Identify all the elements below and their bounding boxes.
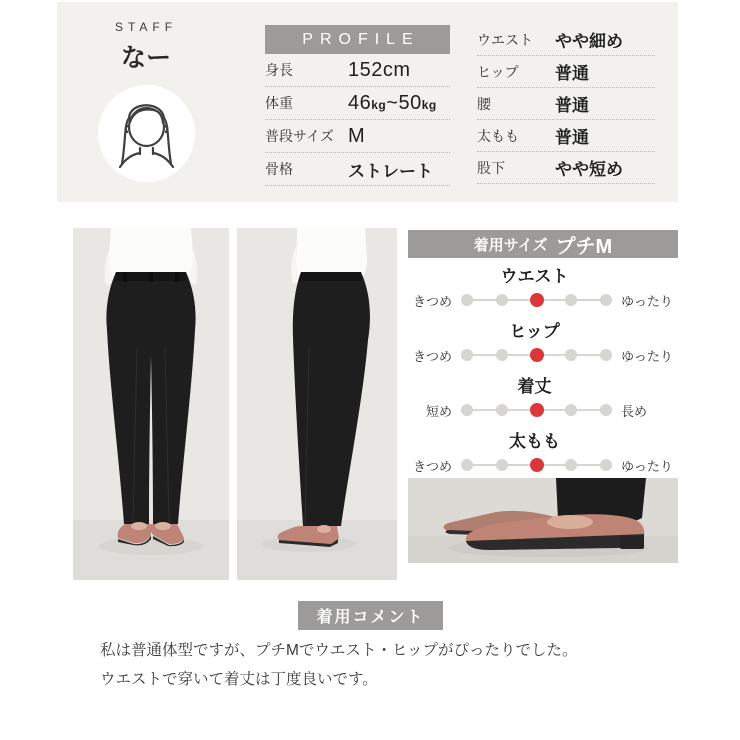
body-measurements-table <box>477 24 655 184</box>
scale-track <box>460 455 613 475</box>
staff-avatar <box>98 85 195 182</box>
staff-label: STAFF <box>114 20 178 34</box>
scale-right-label: ゆったり <box>621 293 673 309</box>
table-row <box>477 120 655 152</box>
tryon-photo-side <box>237 228 397 580</box>
scale-dot <box>600 349 612 361</box>
scale-dot <box>565 404 577 416</box>
fit-scale-4 <box>408 427 678 481</box>
scale-left-label: きつめ <box>412 348 452 364</box>
profile-title: PROFILE <box>302 30 420 48</box>
fit-size-title: 着用サイズ <box>473 236 548 254</box>
row-value: やや細め <box>555 32 623 51</box>
comment-line: ウエストで穿いて着丈は丁度良いです。 <box>100 671 378 688</box>
tryon-photo-feet <box>408 478 678 563</box>
comment-text <box>100 636 660 694</box>
table-row <box>265 120 450 153</box>
row-label: 股下 <box>477 159 505 176</box>
scale-title: ウエスト <box>500 267 569 286</box>
table-row <box>477 88 655 120</box>
row-value: 46kg~50kg <box>348 91 437 114</box>
scale-track <box>460 345 613 365</box>
table-row <box>477 56 655 88</box>
scale-dot-active <box>530 293 544 307</box>
scale-track <box>460 400 613 420</box>
scale-title: 太もも <box>509 432 560 451</box>
scale-right-label: ゆったり <box>621 458 673 474</box>
scale-dot <box>600 404 612 416</box>
scale-dot <box>565 294 577 306</box>
scale-title: 着丈 <box>517 377 552 396</box>
scale-dot-active <box>530 403 544 417</box>
comment-line: 私は普通体型ですが、プチMでウエスト・ヒップがぴったりでした。 <box>100 642 578 659</box>
row-label: 太もも <box>477 127 519 144</box>
row-label: 骨格 <box>265 161 293 177</box>
scale-dot <box>600 459 612 471</box>
scale-track <box>460 290 613 310</box>
profile-table <box>265 54 450 186</box>
row-value: ストレート <box>348 161 433 181</box>
scale-right-label: ゆったり <box>621 348 673 364</box>
scale-dot <box>496 459 508 471</box>
row-value: 普通 <box>555 96 589 115</box>
scale-dot <box>565 349 577 361</box>
scale-dot <box>461 459 473 471</box>
staff-name: なー <box>120 44 171 72</box>
table-row <box>265 153 450 186</box>
table-row <box>265 87 450 120</box>
row-value: やや短め <box>555 160 623 179</box>
table-row <box>477 152 655 184</box>
fit-scale-3 <box>408 372 678 426</box>
row-label: 体重 <box>265 95 293 111</box>
scale-dot <box>496 404 508 416</box>
row-value: 普通 <box>555 64 589 83</box>
scale-left-label: 短め <box>425 403 452 419</box>
scale-right-label: 長め <box>621 403 648 419</box>
fit-size-header <box>408 230 678 258</box>
row-value: 普通 <box>555 128 589 147</box>
table-row <box>477 24 655 56</box>
row-label: 身長 <box>265 62 293 78</box>
scale-left-label: きつめ <box>412 458 452 474</box>
scale-dot-active <box>530 458 544 472</box>
row-label: ウエスト <box>477 31 533 48</box>
scale-dot <box>496 294 508 306</box>
comment-title: 着用コメント <box>316 609 425 626</box>
scale-dot <box>565 459 577 471</box>
row-label: 普段サイズ <box>265 128 334 144</box>
table-row <box>265 54 450 87</box>
row-value: 152cm <box>348 58 411 81</box>
scale-title: ヒップ <box>509 322 560 341</box>
scale-left-label: きつめ <box>412 293 452 309</box>
fit-size-value: プチM <box>555 235 613 258</box>
scale-dot <box>600 294 612 306</box>
scale-dot <box>461 294 473 306</box>
scale-dot-active <box>530 348 544 362</box>
scale-dot <box>496 349 508 361</box>
comment-header <box>298 601 443 630</box>
row-value: M <box>348 124 366 147</box>
tryon-photo-front <box>73 228 229 580</box>
scale-dot <box>461 404 473 416</box>
row-label: ヒップ <box>477 63 519 80</box>
fit-scale-1 <box>408 262 678 316</box>
row-label: 腰 <box>477 95 491 112</box>
profile-header <box>265 25 450 54</box>
scale-dot <box>461 349 473 361</box>
fit-scale-2 <box>408 317 678 371</box>
